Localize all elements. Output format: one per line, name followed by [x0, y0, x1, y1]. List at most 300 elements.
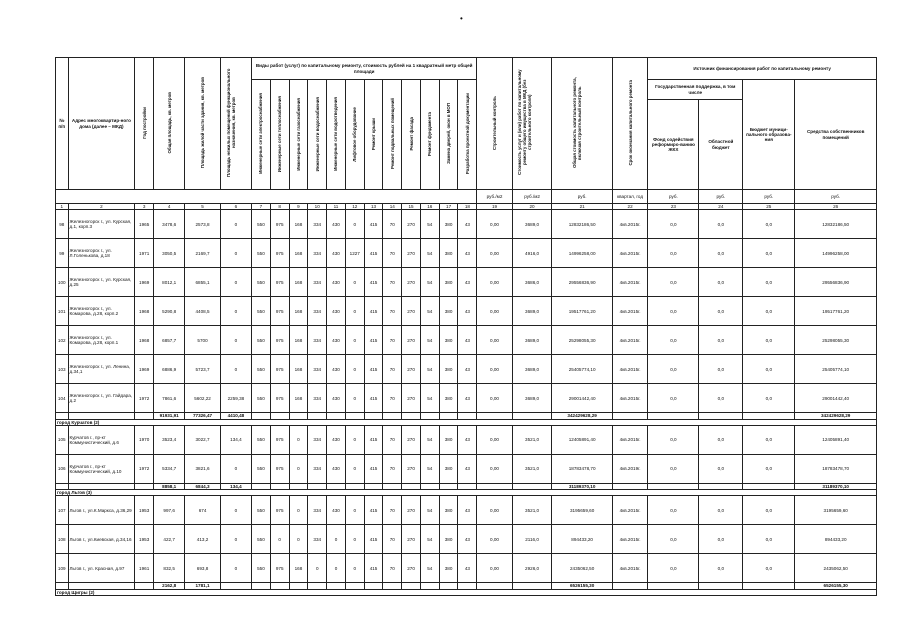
header-w-drain: Инженерные сети водоотведения [327, 80, 346, 190]
table-cell: 4408,5 [185, 297, 220, 326]
column-number: 10 [308, 204, 327, 210]
address-cell: Курчатов г., пр-кт Коммунистический, д.10 [68, 454, 135, 483]
table-cell: 0,0 [743, 425, 795, 454]
table-cell: 43 [458, 496, 477, 525]
header-num: № п/п [56, 58, 69, 190]
table-cell: 430 [327, 210, 346, 239]
table-cell: 0 [289, 454, 308, 483]
header-w-lift: Лифтовое оборудование [345, 80, 364, 190]
table-cell: 5723,7 [185, 355, 220, 384]
table-cell: 70 [383, 496, 402, 525]
table-cell: 29556836,90 [552, 268, 613, 297]
table-cell: 550 [252, 496, 271, 525]
header-w-water: Инженерные сети водоснабжения [308, 80, 327, 190]
table-cell: 19517761,20 [552, 297, 613, 326]
table-cell: 0,0 [648, 268, 699, 297]
table-cell: 0,0 [648, 554, 699, 583]
table-cell: 168 [289, 239, 308, 268]
table-cell: 430 [327, 239, 346, 268]
table-cell: 0,00 [477, 496, 512, 525]
table-cell: 0,0 [743, 297, 795, 326]
table-cell: 975 [270, 384, 289, 413]
unit-cell: руб. [699, 190, 743, 204]
table-cell: 134,4 [220, 483, 251, 489]
table-cell: 415 [364, 297, 383, 326]
table-cell: 550 [252, 525, 271, 554]
table-cell: 0 [345, 554, 364, 583]
table-cell: 168 [289, 326, 308, 355]
table-cell: 0 [345, 297, 364, 326]
table-cell: 380 [439, 554, 458, 583]
table-cell: 0,0 [699, 297, 743, 326]
table-cell: 0 [327, 525, 346, 554]
table-cell: 0,0 [648, 326, 699, 355]
table-cell: 0,0 [743, 554, 795, 583]
table-cell: 975 [270, 355, 289, 384]
table-cell: 4кв.2015г. [612, 239, 647, 268]
column-number: 11 [327, 204, 346, 210]
table-cell: 4кв.2015г. [612, 355, 647, 384]
table-cell: 8858,1 [154, 483, 185, 489]
table-cell: 2116,0 [512, 525, 552, 554]
table-cell: 422,7 [154, 525, 185, 554]
column-number: 3 [135, 204, 154, 210]
table-cell: 334 [308, 326, 327, 355]
table-cell: 25298055,30 [795, 326, 877, 355]
table-cell: 43 [458, 454, 477, 483]
table-cell: 43 [458, 425, 477, 454]
header-w-heat: Инженерные сети теплоснабжения [270, 80, 289, 190]
section-title: город Льгов (3) [56, 490, 877, 496]
table-cell: 12405891,40 [795, 425, 877, 454]
table-cell: 997,6 [154, 496, 185, 525]
table-cell: 5290,8 [154, 297, 185, 326]
table-cell: 380 [439, 454, 458, 483]
table-cell: 4кв.2015г. [612, 384, 647, 413]
table-cell: 0 [345, 326, 364, 355]
table-cell: 430 [327, 454, 346, 483]
table-cell: 108 [56, 525, 69, 554]
table-cell: 70 [383, 297, 402, 326]
table-cell: 77326,47 [185, 413, 220, 419]
table-cell: 70 [383, 268, 402, 297]
table-cell: 4кв.2015г. [612, 210, 647, 239]
header-address: Адрес многоквартир-ного дома (далее – МКД) [68, 58, 135, 190]
table-cell: 550 [252, 454, 271, 483]
table-cell: 0,0 [699, 210, 743, 239]
table-cell: 3521,0 [512, 454, 552, 483]
table-cell: 1970 [135, 425, 154, 454]
address-cell: Железногорск г., ул. Л.Голенькова, д.18 [68, 239, 135, 268]
header-owners: Средства собственников помещений [795, 80, 877, 190]
table-cell: 2169,7 [185, 239, 220, 268]
table-cell: 0 [345, 355, 364, 384]
table-cell: 550 [252, 554, 271, 583]
table-cell: 0 [220, 454, 251, 483]
table-cell: 43 [458, 525, 477, 554]
table-cell: 0 [220, 326, 251, 355]
unit-cell: руб. [552, 190, 613, 204]
table-cell: 43 [458, 554, 477, 583]
table-cell: 70 [383, 326, 402, 355]
column-number: 26 [795, 204, 877, 210]
table-cell: 550 [252, 355, 271, 384]
table-cell: 91931,91 [154, 413, 185, 419]
table-cell: 3050,5 [154, 239, 185, 268]
table-cell: 5334,7 [154, 454, 185, 483]
table-cell: 19517761,20 [795, 297, 877, 326]
table-cell: 550 [252, 326, 271, 355]
table-cell: 168 [289, 554, 308, 583]
address-cell: Льгов г., ул. Красная, д.97 [68, 554, 135, 583]
table-row [56, 297, 877, 326]
table-cell: 0,0 [699, 268, 743, 297]
header-sources-group: Источник финансирования работ по капитальному ремонту [648, 58, 877, 80]
table-cell: 1781,1 [185, 583, 220, 589]
column-number: 16 [420, 204, 439, 210]
table-cell: 415 [364, 425, 383, 454]
table-cell: 0,00 [477, 425, 512, 454]
table-row [56, 525, 877, 554]
column-number: 6 [220, 204, 251, 210]
table-cell: 70 [383, 239, 402, 268]
table-row [56, 554, 877, 583]
table-cell: 70 [383, 425, 402, 454]
table-cell: 0,0 [699, 454, 743, 483]
table-cell: 8012,1 [154, 268, 185, 297]
table-cell: 168 [289, 384, 308, 413]
table-cell: 54 [420, 326, 439, 355]
table-cell: 4кв.2019г. [612, 454, 647, 483]
table-cell: 3689,0 [512, 384, 552, 413]
table-cell: 43 [458, 297, 477, 326]
unit-cell: руб./м2 [477, 190, 512, 204]
table-cell: 415 [364, 326, 383, 355]
header-w-foundation: Ремонт фундамента [420, 80, 439, 190]
table-cell: 0,0 [648, 210, 699, 239]
table-cell: 334 [308, 210, 327, 239]
table-cell: 101 [56, 297, 69, 326]
table-cell: 415 [364, 525, 383, 554]
column-number: 5 [185, 204, 220, 210]
table-cell: 0 [345, 384, 364, 413]
table-cell: 99 [56, 239, 69, 268]
table-cell: 380 [439, 326, 458, 355]
address-cell: Железногорск г., ул. Гайдара, д.2 [68, 384, 135, 413]
table-cell: 7861,6 [154, 384, 185, 413]
table-cell: 550 [252, 239, 271, 268]
table-cell: 54 [420, 268, 439, 297]
table-cell: 105 [56, 425, 69, 454]
table-cell: 0,0 [743, 268, 795, 297]
table-cell: 415 [364, 210, 383, 239]
table-cell: 4кв.2015г. [612, 525, 647, 554]
table-cell: 3195659,60 [795, 496, 877, 525]
table-cell: 4кв.2015г. [612, 297, 647, 326]
table-cell: 4кв.2015г. [612, 554, 647, 583]
table-cell: 31189370,10 [552, 483, 613, 489]
table-cell: 334 [308, 355, 327, 384]
header-w-gas: Инженерные сети газоснабжения [289, 80, 308, 190]
units-row [56, 190, 877, 204]
table-cell: 0,0 [743, 384, 795, 413]
table-cell: 4кв.2015г. [612, 425, 647, 454]
column-number: 25 [743, 204, 795, 210]
table-cell: 1972 [135, 454, 154, 483]
table-cell: 6526155,30 [795, 583, 877, 589]
table-row [56, 326, 877, 355]
header-w-design: Разработка проектной документации [458, 80, 477, 190]
table-cell: 0 [345, 425, 364, 454]
table-cell: 0,0 [648, 496, 699, 525]
table-cell: 975 [270, 268, 289, 297]
table-cell: 270 [402, 210, 421, 239]
address-cell: Железногорск г., ул. Ленина, д.34,1 [68, 355, 135, 384]
table-cell: 430 [327, 326, 346, 355]
address-cell: Железногорск г., ул. Комарова, д.28, корп.2 [68, 297, 135, 326]
table-cell: 6526155,30 [552, 583, 613, 589]
table-cell: 0,0 [648, 297, 699, 326]
table-cell: 98 [56, 210, 69, 239]
table-cell: 2259,38 [220, 384, 251, 413]
table-cell: 4410,48 [220, 413, 251, 419]
column-number: 19 [477, 204, 512, 210]
section-title: город Щигры (2) [56, 589, 877, 595]
table-cell: 380 [439, 268, 458, 297]
table-cell: 0,0 [699, 355, 743, 384]
table-cell: 3523,4 [154, 425, 185, 454]
header-living-area: Площадь жилой части здания, кв. метров [185, 58, 220, 190]
table-cell: 550 [252, 210, 271, 239]
table-cell: 1969 [135, 268, 154, 297]
column-number: 13 [364, 204, 383, 210]
table-cell: 430 [327, 425, 346, 454]
table-cell: 1971 [135, 239, 154, 268]
header-fund: Фонд содействия реформиро-ванию ЖКХ [648, 100, 699, 190]
table-cell: 380 [439, 384, 458, 413]
unit-cell: квартал, год [612, 190, 647, 204]
table-cell: 1953 [135, 496, 154, 525]
table-cell: 380 [439, 525, 458, 554]
section-title: город Курчатов (2) [56, 419, 877, 425]
table-cell: 6855,1 [185, 268, 220, 297]
table-cell: 29001442,40 [552, 384, 613, 413]
table-cell: 430 [327, 355, 346, 384]
column-number: 20 [512, 204, 552, 210]
column-number: 8 [270, 204, 289, 210]
table-cell: 832,5 [154, 554, 185, 583]
address-cell: Курчатов г., пр-кт Коммунистический, д.6 [68, 425, 135, 454]
table-cell: 6844,3 [185, 483, 220, 489]
table-cell: 334 [308, 384, 327, 413]
table-cell: 550 [252, 384, 271, 413]
table-cell: 12832186,50 [552, 210, 613, 239]
table-cell: 0 [289, 425, 308, 454]
table-cell: 6857,7 [154, 326, 185, 355]
column-number: 21 [552, 204, 613, 210]
table-cell: 334 [308, 239, 327, 268]
table-cell: 54 [420, 425, 439, 454]
table-cell: 270 [402, 525, 421, 554]
table-cell: 975 [270, 210, 289, 239]
header-w-basement: Ремонт подвальных помещений [383, 80, 402, 190]
table-cell: 3689,0 [512, 297, 552, 326]
table-cell: 70 [383, 554, 402, 583]
table-cell: 54 [420, 355, 439, 384]
table-cell: 43 [458, 326, 477, 355]
table-cell: 0,00 [477, 239, 512, 268]
table-cell: 106 [56, 454, 69, 483]
address-cell: Льгов г., ул.Киевская, д.34,16 [68, 525, 135, 554]
table-cell: 3521,0 [512, 496, 552, 525]
table-cell: 270 [402, 425, 421, 454]
table-cell: 4кв.2015г. [612, 326, 647, 355]
table-cell: 550 [252, 268, 271, 297]
table-cell: 270 [402, 384, 421, 413]
table-cell: 0,0 [743, 355, 795, 384]
table-cell: 54 [420, 496, 439, 525]
table-cell: 0,0 [648, 525, 699, 554]
table-cell: 413,2 [185, 525, 220, 554]
table-cell: 5700 [185, 326, 220, 355]
table-cell: 894433,20 [795, 525, 877, 554]
table-cell: 270 [402, 239, 421, 268]
table-cell: 270 [402, 496, 421, 525]
table-cell: 54 [420, 554, 439, 583]
table-cell: 0 [345, 525, 364, 554]
table-cell: 380 [439, 210, 458, 239]
table-cell: 0 [220, 496, 251, 525]
header-total-area: Общая площадь, кв. метров [154, 58, 185, 190]
table-cell: 12832186,50 [795, 210, 877, 239]
table-cell: 0,0 [699, 525, 743, 554]
table-cell: 0 [220, 525, 251, 554]
column-number: 22 [612, 204, 647, 210]
header-unit-cost: Стоимость услуг и (или) работ по капитальному ремонту общего имущества в МКД (без строительного контроля) [512, 58, 552, 190]
header-year: Год постройки [135, 58, 154, 190]
table-row [56, 239, 877, 268]
table-cell: 334 [308, 525, 327, 554]
table-cell: 54 [420, 384, 439, 413]
section-row [56, 589, 877, 595]
table-cell: 3195659,60 [552, 496, 613, 525]
table-cell: 0,0 [743, 239, 795, 268]
table-cell: 270 [402, 554, 421, 583]
table-cell: 29001442,40 [795, 384, 877, 413]
table-cell: 334 [308, 268, 327, 297]
table-row [56, 384, 877, 413]
table-cell: 975 [270, 326, 289, 355]
table-cell: 168 [289, 355, 308, 384]
table-cell: 54 [420, 525, 439, 554]
table-cell: 0 [270, 525, 289, 554]
table-cell: 104 [56, 384, 69, 413]
table-cell: 334 [308, 454, 327, 483]
address-cell: Железногорск г., ул. Курская, д.1, корп.3 [68, 210, 135, 239]
table-cell: 43 [458, 268, 477, 297]
header-w-doors: Замена дверей, окон в МОП [439, 80, 458, 190]
table-cell: 109 [56, 554, 69, 583]
table-cell: 43 [458, 384, 477, 413]
table-cell: 415 [364, 454, 383, 483]
header-works-group: Виды работ (услуг) по капитальному ремонту, стоимость рублей на 1 квадратный метр общей площади [252, 58, 477, 80]
table-cell: 380 [439, 496, 458, 525]
table-cell: 415 [364, 554, 383, 583]
table-cell: 102 [56, 326, 69, 355]
table-cell: 43 [458, 355, 477, 384]
header-w-electric: Инженерные сети электроснабжения [252, 80, 271, 190]
table-cell: 0,00 [477, 326, 512, 355]
column-number: 7 [252, 204, 271, 210]
table-cell: 380 [439, 425, 458, 454]
table-cell: 0,00 [477, 384, 512, 413]
table-cell: 1953 [135, 525, 154, 554]
table-cell: 415 [364, 496, 383, 525]
table-cell: 0,00 [477, 525, 512, 554]
capital-repair-table [55, 57, 877, 596]
page-mark: • [460, 14, 463, 23]
table-cell: 43 [458, 210, 477, 239]
address-cell: Железногорск г., ул. Курская, д.25 [68, 268, 135, 297]
table-row [56, 355, 877, 384]
table-cell: 0 [220, 210, 251, 239]
table-cell: 0,0 [699, 326, 743, 355]
table-cell: 0,0 [699, 239, 743, 268]
table-cell: 3689,0 [512, 326, 552, 355]
table-cell: 25405774,10 [795, 355, 877, 384]
table-cell: 0,0 [699, 554, 743, 583]
table-cell: 70 [383, 525, 402, 554]
table-cell: 43 [458, 239, 477, 268]
table-cell: 270 [402, 297, 421, 326]
table-cell: 100 [56, 268, 69, 297]
table-cell: 2435062,50 [795, 554, 877, 583]
table-row [56, 496, 877, 525]
unit-cell: руб. [743, 190, 795, 204]
table-cell: 12405891,40 [552, 425, 613, 454]
table-cell: 3022,7 [185, 425, 220, 454]
table-cell: 168 [289, 210, 308, 239]
address-cell: Льгов г., ул.К.Маркса, д.36,29 [68, 496, 135, 525]
table-cell: 415 [364, 239, 383, 268]
table-cell: 415 [364, 355, 383, 384]
table-cell: 134,4 [220, 425, 251, 454]
table-cell: 2926,0 [512, 554, 552, 583]
table-cell: 975 [270, 297, 289, 326]
table-cell: 1961 [135, 554, 154, 583]
table-cell: 380 [439, 239, 458, 268]
table-cell: 4кв.2015г. [612, 496, 647, 525]
table-cell: 0 [308, 554, 327, 583]
header-regional: Областной бюджет [699, 100, 743, 190]
table-row [56, 454, 877, 483]
table-cell: 430 [327, 384, 346, 413]
table-cell: 2162,8 [154, 583, 185, 589]
table-cell: 0 [220, 239, 251, 268]
table-cell: 31189370,10 [795, 483, 877, 489]
table-cell: 0 [327, 554, 346, 583]
table-cell: 975 [270, 554, 289, 583]
table-cell: 975 [270, 239, 289, 268]
table-cell: 3689,0 [512, 355, 552, 384]
table-cell: 693,8 [185, 554, 220, 583]
column-number: 17 [439, 204, 458, 210]
table-cell: 674 [185, 496, 220, 525]
table-cell: 0 [345, 268, 364, 297]
header-w-facade: Ремонт фасада [402, 80, 421, 190]
table-cell: 1972 [135, 384, 154, 413]
header-control: Строительный контроль [477, 58, 512, 190]
